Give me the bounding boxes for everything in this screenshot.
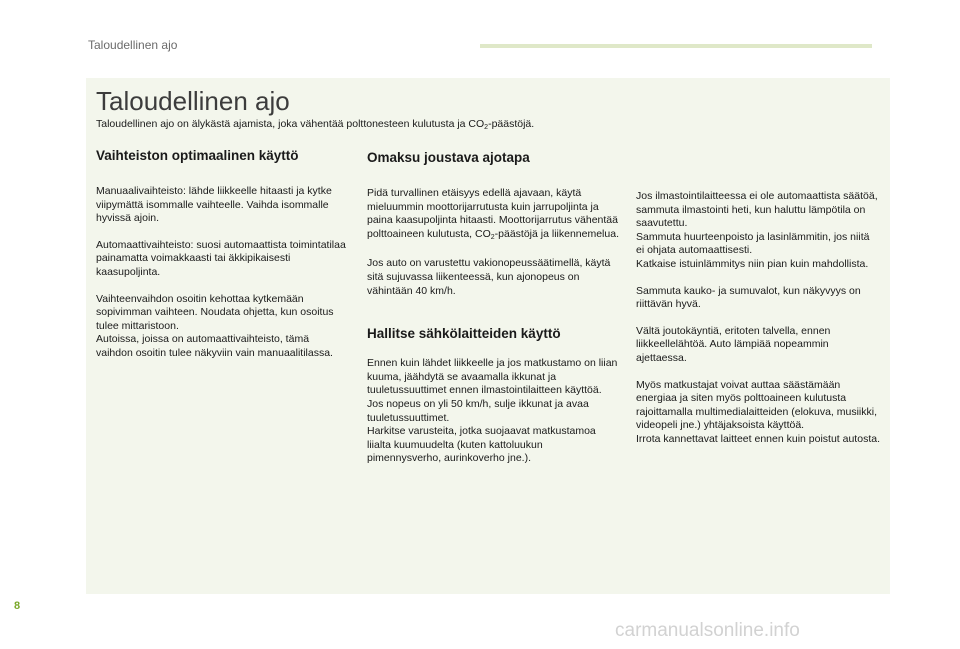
cooling-text: Ennen kuin lähdet liikkeelle ja jos matkustamo on liian kuuma, jäähdytä se avaamalla ikkunat ja tuuletussuuttimet ennen ilmastointilaitteen käyttöä. [367, 357, 618, 397]
paragraph-manual: Manuaalivaihteisto: lähde liikkeelle hitaasti ja kytke viipymättä isommalle vaihteelle. Vaihda isommalle hyvissä ajoin. [96, 185, 332, 225]
column-driving-style [367, 150, 619, 479]
engine-braking-subscript: 2 [490, 233, 495, 241]
paragraph-lights: Sammuta kauko- ja sumuvalot, kun näkyvyys on riittävän hyvä. [636, 284, 861, 311]
header-rule [480, 44, 872, 48]
paragraph-idling: Vältä joutokäyntiä, eritoten talvella, ennen liikkeellelähtöä. Auto lämpiää nopeammin ajettaessa. [636, 324, 831, 364]
page-title: Taloudellinen ajo [96, 86, 290, 116]
section-heading-electrical: Hallitse sähkölaitteiden käyttö [367, 326, 561, 342]
engine-braking-after: -päästöjä ja liikennemelua. [494, 227, 619, 240]
gear-indicator-text: Vaihteenvaihdon osoitin kehottaa kytkemään sopivimman vaihteen. Noudata ohjetta, kun osoitus tulee mittaristoon. [96, 292, 334, 332]
ac-text: Jos ilmastointilaitteessa ei ole automaattista säätöä, sammuta ilmastointi heti, kun haluttu lämpötila on saavutettu. [636, 190, 878, 230]
multimedia-text: Myös matkustajat voivat auttaa säästämään energiaa ja siten myös polttoaineen kulutusta rajoittamalla multimedialaitteiden (elokuva, musiikki, videopeli jne.) yhtäjaksoista käyttöä. [636, 378, 878, 432]
paragraph-engine-braking [367, 187, 619, 244]
page-number: 8 [14, 600, 21, 612]
paragraph-cooling [367, 357, 619, 466]
running-header: Taloudellinen ajo [88, 38, 178, 52]
engine-braking-before: Pidä turvallinen etäisyys edellä ajavaan, käytä mieluummin moottorijarrutusta kuin jarrupoljinta ja paina kaasupoljinta hitaasti. Moottorijarrutus vähentää polttoaineen kulutusta, CO [367, 187, 618, 240]
column-gearbox [96, 148, 346, 374]
paragraph-multimedia [636, 379, 880, 447]
windows-text: Jos nopeus on yli 50 km/h, sulje ikkunat ja avaa tuuletussuuttimet. [367, 397, 589, 424]
unplug-devices-text: Irrota kannettavat laitteet ennen kuin poistut autosta. [636, 432, 880, 445]
section-heading-gearbox: Vaihteiston optimaalinen käyttö [96, 148, 299, 163]
intro-subscript: 2 [484, 124, 489, 131]
paragraph-air-conditioning [636, 190, 880, 272]
column-electrical-continued [636, 190, 880, 460]
gear-indicator-auto-text: Autoissa, joissa on automaattivaihteisto, tämä vaihdon osoitin tulee näkyviin vain manuaalitilassa. [96, 333, 333, 359]
intro-after: -päästöjä. [488, 118, 535, 130]
intro-before: Taloudellinen ajo on älykästä ajamista, joka vähentää polttonesteen kulutusta ja CO [96, 118, 485, 130]
sunshade-text: Harkitse varusteita, jotka suojaavat matkustamoa liialta kuumuudelta (kuten kattoluukun pimennysverho, aurinkoverho jne.). [367, 425, 596, 465]
defrost-text: Sammuta huurteenpoisto ja lasinlämmitin, jos niitä ei ohjata automaattisesti. [636, 230, 870, 257]
paragraph-gear-indicator [96, 293, 346, 361]
section-heading-driving-style: Omaksu joustava ajotapa [367, 150, 530, 165]
watermark: carmanualsonline.info [615, 620, 800, 641]
intro-text [96, 117, 876, 135]
seat-heating-text: Katkaise istuinlämmitys niin pian kuin mahdollista. [636, 257, 869, 270]
paragraph-automatic: Automaattivaihteisto: suosi automaattista toimintatilaa painamatta voimakkaasti tai äkkipikaisesti kaasupoljinta. [96, 238, 346, 278]
paragraph-cruise-control: Jos auto on varustettu vakionopeussäätimellä, käytä sitä sujuvassa liikenteessä, kun ajonopeus on vähintään 40 km/h. [367, 257, 611, 297]
